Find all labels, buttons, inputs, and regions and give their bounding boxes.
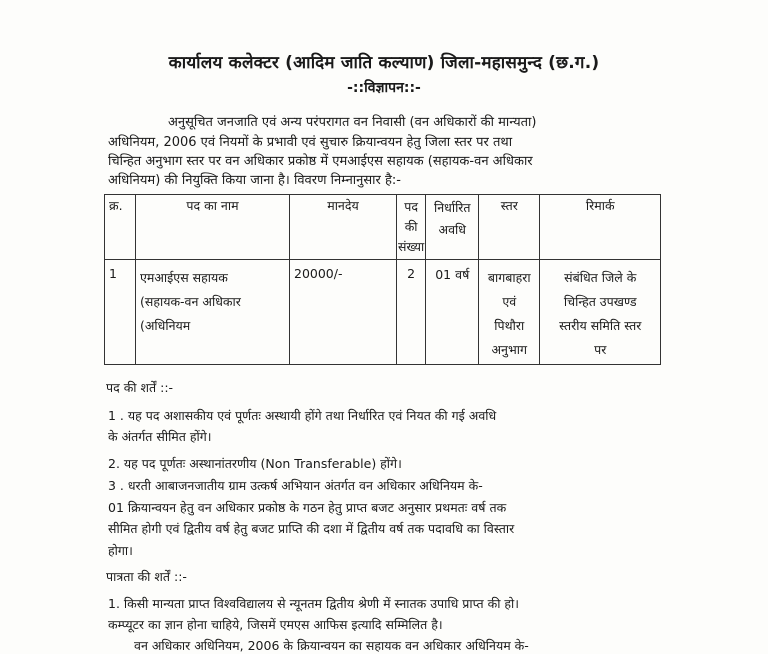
eligibility-heading: पात्रता की शर्तें ::- — [106, 569, 187, 584]
page-title: कार्यालय कलेक्टर (आदिम जाति कल्याण) जिला-महासमुन्द (छ.ग.) — [168, 53, 600, 73]
header-salary: मानदेय — [290, 195, 397, 260]
table-header-row — [105, 195, 661, 260]
header-period-line: निर्धारित — [433, 200, 471, 215]
post-name-line: (अधिनियम — [140, 318, 191, 333]
condition-3-line-4: होगा। — [108, 543, 133, 558]
level-line: एवं — [502, 294, 517, 309]
condition-1-line-1: 1 . यह पद अशासकीय एवं पूर्णतः अस्थायी होंगे तथा निर्धारित एवं नियत की गई अवधि — [108, 408, 497, 423]
eligibility-1-line-1: 1. किसी मान्यता प्राप्त विश्वविद्यालय से न्यूनतम द्वितीय श्रेणी में स्नातक उपाधि प्राप्त की हो। — [108, 596, 520, 611]
eligibility-2-partial: वन अधिकार अधिनियम, 2006 के क्रियान्वयन का सहायक वन अधिकार अधिनियम के- — [134, 638, 529, 653]
remark-line: स्तरीय समिति स्तर — [559, 318, 642, 333]
eligibility-1-line-2: कम्प्यूटर का ज्ञान होना चाहिये, जिसमें एमएस आफिस इत्यादि सम्मिलित है। — [108, 617, 443, 632]
header-post-name: पद का नाम — [136, 195, 290, 260]
cell-post-name — [136, 260, 290, 365]
intro-line-4: अधिनियम) की नियुक्ति किया जाना है। विवरण निम्नानुसार है:- — [108, 173, 401, 188]
cell-period: 01 वर्ष — [426, 260, 479, 365]
remark-line: संबंधित जिले के — [564, 270, 637, 285]
post-name-line: (सहायक-वन अधिकार — [140, 294, 241, 309]
header-sn: क्र. — [105, 195, 136, 260]
level-line: पिथौरा — [494, 318, 525, 333]
cell-post-count: 2 — [397, 260, 426, 365]
condition-3-line-3: सीमित होगी एवं द्वितीय वर्ष हेतु बजट प्राप्ति की दशा में द्वितीय वर्ष तक पदावधि का विस्तार — [108, 521, 515, 536]
condition-3-line-1: 3 . धरती आबाजनजातीय ग्राम उत्कर्ष अभियान अंतर्गत वन अधिकार अधिनियम के- — [108, 478, 483, 493]
header-period — [426, 195, 479, 260]
header-level: स्तर — [479, 195, 540, 260]
post-name-line: एमआईएस सहायक — [140, 270, 228, 285]
header-count-line: की — [404, 219, 418, 234]
cell-level — [479, 260, 540, 365]
header-period-line: अवधि — [438, 222, 466, 237]
header-remark: रिमार्क — [540, 195, 661, 260]
intro-line-3: चिन्हित अनुभाग स्तर पर वन अधिकार प्रकोष्ठ में एमआईएस सहायक (सहायक-वन अधिकार — [108, 154, 533, 169]
cell-sn: 1 — [105, 260, 136, 365]
posts-table — [104, 194, 661, 365]
page-subtitle: -::विज्ञापन::- — [347, 80, 421, 96]
header-count-line: संख्या — [398, 239, 425, 254]
intro-line-2: अधिनियम, 2006 एवं नियमों के प्रभावी एवं सुचारु क्रियान्वयन हेतु जिला स्तर पर तथा — [108, 135, 513, 150]
intro-line-1: अनुसूचित जनजाति एवं अन्य परंपरागत वन निवासी (वन अधिकारों की मान्यता) — [168, 115, 537, 130]
level-line: अनुभाग — [491, 342, 528, 357]
remark-line: चिन्हित उपखण्ड — [563, 294, 637, 309]
condition-2: 2. यह पद पूर्णतः अस्थानांतरणीय (Non Transferable) होंगे। — [108, 456, 402, 471]
cell-remark — [540, 260, 661, 365]
condition-1-line-2: के अंतर्गत सीमित होंगे। — [108, 429, 212, 444]
conditions-heading: पद की शर्तें ::- — [106, 380, 174, 395]
remark-line: पर — [594, 342, 607, 357]
header-count-line: पद — [404, 199, 418, 214]
level-line: बागबाहरा — [487, 270, 531, 285]
cell-salary: 20000/- — [290, 260, 397, 365]
header-post-count — [397, 195, 426, 260]
condition-3-line-2: 01 क्रियान्वयन हेतु वन अधिकार प्रकोष्ठ के गठन हेतु प्राप्त बजट अनुसार प्रथमतः वर्ष तक — [108, 500, 507, 515]
table-row — [105, 260, 661, 365]
